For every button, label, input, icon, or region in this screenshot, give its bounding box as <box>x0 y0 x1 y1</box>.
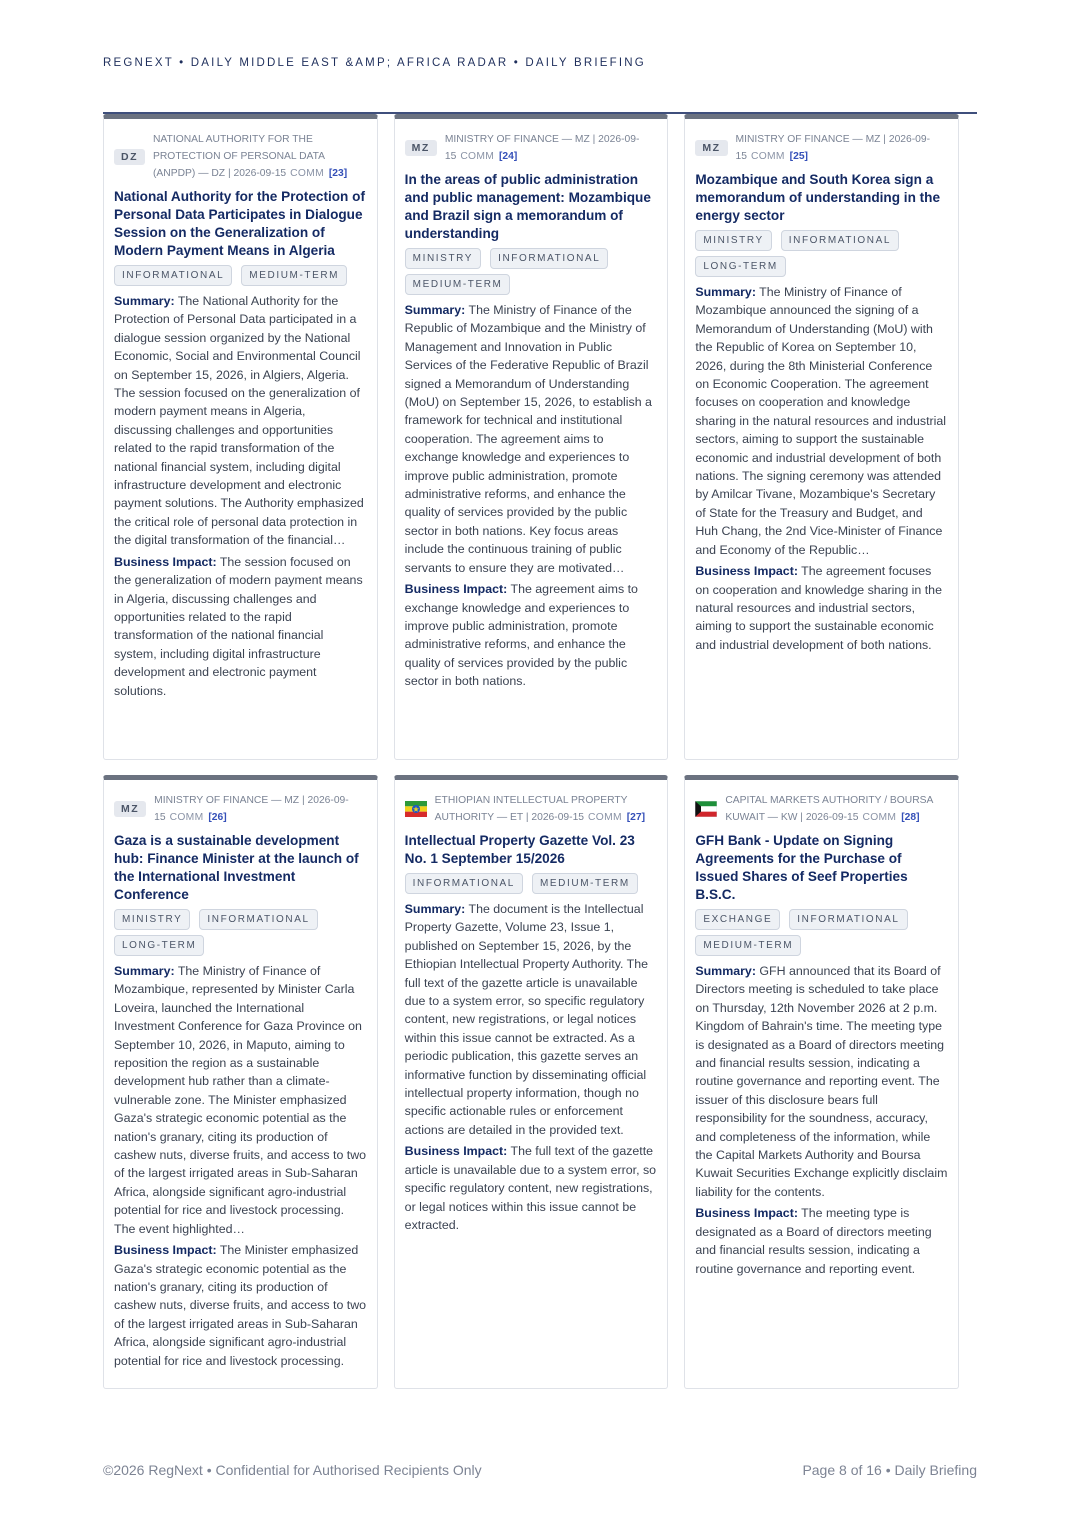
tag: LONG-TERM <box>695 256 785 277</box>
summary-text: The Ministry of Finance of the Republic of Mozambique and the Ministry of Management and Innovation in Public Services of the Federative Republic of Brazil signed a Memorandum of Understanding (MoU) on September 15, 2026, to establish a framework for technical and institutional cooperation. The agreement aims to exchange knowledge and experiences to improve public administration, promote administrative reforms, and enhance the quality of services provided by the public sector in both nations. Key focus areas include the continuous training of public servants to ensure they are motivated… <box>404 303 652 575</box>
impact-paragraph <box>695 562 948 654</box>
tag: INFORMATIONAL <box>405 873 523 894</box>
card-meta <box>405 792 658 826</box>
footer-page-number: Page 8 of 16 • Daily Briefing <box>802 1462 977 1478</box>
reference-link[interactable]: [26] <box>208 812 227 823</box>
source-line <box>154 792 367 826</box>
impact-paragraph <box>405 580 658 690</box>
news-card[interactable] <box>684 775 959 1389</box>
card-meta <box>695 131 948 165</box>
impact-label: Business Impact: <box>114 1243 217 1258</box>
country-badge: MZ <box>405 140 437 156</box>
tag: EXCHANGE <box>695 909 780 930</box>
summary-paragraph <box>405 301 658 577</box>
impact-label: Business Impact: <box>695 1206 798 1221</box>
source-line <box>445 131 658 165</box>
impact-text: The meeting type is designated as a Board of directors meeting and financial results session, indicating a routine governance and reporting event. <box>695 1206 932 1276</box>
impact-paragraph <box>695 1204 948 1278</box>
card-meta <box>114 131 367 182</box>
summary-paragraph <box>405 900 658 1139</box>
ethiopia-flag-icon <box>405 801 427 817</box>
tag: MEDIUM-TERM <box>241 265 347 286</box>
briefing-grid <box>103 114 959 1404</box>
source-text: MINISTRY OF FINANCE — MZ | 2026-09-15 <box>444 134 640 162</box>
source-line <box>153 131 367 182</box>
news-card[interactable] <box>684 114 959 760</box>
comm-label: COMM <box>460 151 495 162</box>
news-card[interactable] <box>394 775 669 1389</box>
card-title[interactable]: In the areas of public administration and public management: Mozambique and Brazil sign a memorandum of understanding <box>404 172 651 241</box>
impact-text: The session focused on the generalization of modern payment means in Algeria, discussing challenges and opportunities related to the rapid transformation of the national financial system, including digital infrastructure development and electronic payment solutions. <box>114 554 363 698</box>
country-badge: DZ <box>114 149 145 165</box>
summary-paragraph <box>114 292 367 550</box>
tag-list <box>695 230 948 277</box>
summary-label: Summary: <box>404 303 466 317</box>
summary-paragraph <box>695 283 948 559</box>
comm-label: COMM <box>588 812 622 823</box>
tag-list <box>695 909 948 956</box>
footer-copyright: ©2026 RegNext • Confidential for Authorised Recipients Only <box>103 1462 482 1478</box>
tag: INFORMATIONAL <box>789 909 907 930</box>
tag: INFORMATIONAL <box>781 230 899 251</box>
tag: INFORMATIONAL <box>114 265 232 286</box>
card-row <box>103 775 959 1389</box>
card-meta <box>114 792 367 826</box>
tag-list <box>114 265 367 286</box>
tag: MEDIUM-TERM <box>532 873 638 894</box>
source-text: CAPITAL MARKETS AUTHORITY / BOURSA KUWAIT — KW | 2026-09-15 <box>725 795 933 823</box>
summary-text: GFH announced that its Board of Directors meeting is scheduled to take place on Thursday, 12th November 2026 at 2 p.m. Kingdom of Bahrain's time. The meeting type is designated as a Board of directors meeting and financial results session, indicating a routine governance and reporting event. The issuer of this disclosure bears full responsibility for the soundness, accuracy, and completeness of the information, while the Capital Markets Authority and Boursa Kuwait Securities Exchange explicitly disclaim liability for the contents. <box>695 964 948 1199</box>
summary-label: Summary: <box>695 964 756 978</box>
impact-text: The agreement aims to exchange knowledge and experiences to improve public administration, promote administrative reforms, and enhance the quality of services provided by the public sector in both nations. <box>404 582 638 689</box>
tag-list <box>114 909 367 956</box>
source-line <box>725 792 948 826</box>
impact-label: Business Impact: <box>114 554 217 569</box>
impact-text: The Minister emphasized Gaza's strategic economic potential as the nation's granary, citing its production of cashew nuts, diverse fruits, and access to two of the largest irrigated areas in Sub-Saharan Africa, alongside significant agro-industrial potential for rice and livestock processing. <box>114 1243 367 1368</box>
summary-text: The Ministry of Finance of Mozambique announced the signing of a Memorandum of Understanding (MoU) with the Republic of Korea on September 10, 2026, during the 8th Ministerial Conference on Economic Cooperation. The agreement focuses on cooperation and knowledge sharing in the natural resources and industrial sectors, aiming to support the sustainable economic and industrial development of both nations. The signing ceremony was attended by Amilcar Tivane, Mozambique's Secretary of State for the Treasury and Budget, and Huh Chang, the 2nd Vice-Minister of Finance and Economy of the Republic… <box>695 285 947 557</box>
tag: MINISTRY <box>114 909 190 930</box>
page-header: REGNEXT • DAILY MIDDLE EAST &AMP; AFRICA RADAR • DAILY BRIEFING <box>103 57 646 69</box>
tag: INFORMATIONAL <box>199 909 317 930</box>
summary-label: Summary: <box>404 902 466 916</box>
impact-label: Business Impact: <box>695 564 798 579</box>
tag: MINISTRY <box>405 248 481 269</box>
comm-label: COMM <box>862 812 897 823</box>
reference-link[interactable]: [27] <box>626 812 646 823</box>
card-title[interactable]: GFH Bank - Update on Signing Agreements for the Purchase of Issued Shares of Seef Properties B.S.C. <box>695 833 908 902</box>
source-text: MINISTRY OF FINANCE — MZ | 2026-09-15 <box>154 795 349 823</box>
country-badge: MZ <box>695 140 727 156</box>
comm-label: COMM <box>290 168 324 179</box>
summary-label: Summary: <box>114 964 175 978</box>
summary-text: The Ministry of Finance of Mozambique, represented by Minister Carla Loveira, launched the International Investment Conference for Gaza Province on September 10, 2026, in Maputo, aiming to reposition the region as a sustainable development hub rather than a climate-vulnerable zone. The Minister emphasized Gaza's strategic economic potential as the nation's granary, citing its production of cashew nuts, diverse fruits, and access to two of the largest irrigated areas in Sub-Saharan Africa, alongside significant agro-industrial potential for rice and livestock processing. The event highlighted… <box>114 964 367 1236</box>
card-meta <box>405 131 658 165</box>
card-title[interactable]: National Authority for the Protection of Personal Data Participates in Dialogue Session on the Generalization of Modern Payment Means in Algeria <box>114 189 365 258</box>
card-title[interactable]: Mozambique and South Korea sign a memorandum of understanding in the energy sector <box>695 172 941 223</box>
reference-link[interactable]: [25] <box>789 151 808 162</box>
source-line <box>435 792 658 826</box>
tag: LONG-TERM <box>114 935 204 956</box>
reference-link[interactable]: [28] <box>901 812 920 823</box>
impact-paragraph <box>114 553 367 700</box>
source-text: NATIONAL AUTHORITY FOR THE PROTECTION OF PERSONAL DATA (ANPDP) — DZ | 2026-09-15 <box>153 134 325 179</box>
tag-list <box>405 248 658 295</box>
tag: MINISTRY <box>695 230 771 251</box>
tag: MEDIUM-TERM <box>695 935 801 956</box>
summary-paragraph <box>695 962 948 1201</box>
impact-text: The agreement focuses on cooperation and knowledge sharing in the natural resources and industrial sectors, aiming to support the sustainable economic and industrial development of both nations. <box>695 564 942 652</box>
summary-text: The document is the Intellectual Property Gazette, Volume 23, Issue 1, published on September 15, 2026, by the Ethiopian Intellectual Property Authority. The full text of the gazette article is unavailable due to a system error, so specific regulatory content, new registrations, or legal notices within this issue cannot be extracted. As a periodic publication, this gazette serves an informative function by disseminating official intellectual property information, though no specific actionable rules or enforcement actions are detailed in the provided text. <box>404 902 649 1137</box>
reference-link[interactable]: [24] <box>499 151 518 162</box>
tag-list <box>405 873 658 894</box>
card-title[interactable]: Intellectual Property Gazette Vol. 23 No. 1 September 15/2026 <box>404 833 635 866</box>
tag: INFORMATIONAL <box>490 248 608 269</box>
card-title[interactable]: Gaza is a sustainable development hub: Finance Minister at the launch of the International Investment Conference <box>114 833 359 902</box>
summary-paragraph <box>114 962 367 1238</box>
impact-text: The full text of the gazette article is unavailable due to a system error, so specific regulatory content, new registrations, or legal notices within this issue cannot be extracted. <box>404 1144 657 1232</box>
news-card[interactable] <box>103 775 378 1389</box>
kuwait-flag-icon <box>695 801 717 817</box>
impact-paragraph <box>405 1142 658 1234</box>
card-row <box>103 114 959 760</box>
country-badge: MZ <box>114 801 146 817</box>
summary-text: The National Authority for the Protection of Personal Data participated in a dialogue session organized by the National Economic, Social and Environmental Council on September 15, 2026, in Algiers, Algeria. The session focused on the generalization of modern payment means in Algeria, discussing challenges and opportunities related to the rapid transformation of the national financial system, including digital infrastructure development and electronic payment solutions. The Authority emphasized the critical role of personal data protection in the digital transformation of the financial… <box>114 294 364 548</box>
comm-label: COMM <box>750 151 785 162</box>
comm-label: COMM <box>169 812 204 823</box>
impact-paragraph <box>114 1241 367 1370</box>
source-text: ETHIOPIAN INTELLECTUAL PROPERTY AUTHORITY — ET | 2026-09-15 <box>434 795 628 823</box>
news-card[interactable] <box>394 114 669 760</box>
tag: MEDIUM-TERM <box>405 274 511 295</box>
news-card[interactable] <box>103 114 378 760</box>
impact-label: Business Impact: <box>404 1144 508 1159</box>
summary-label: Summary: <box>114 294 175 308</box>
card-meta <box>695 792 948 826</box>
reference-link[interactable]: [23] <box>328 168 348 179</box>
source-line <box>736 131 949 165</box>
summary-label: Summary: <box>695 285 756 299</box>
impact-label: Business Impact: <box>404 582 508 597</box>
source-text: MINISTRY OF FINANCE — MZ | 2026-09-15 <box>735 134 931 162</box>
